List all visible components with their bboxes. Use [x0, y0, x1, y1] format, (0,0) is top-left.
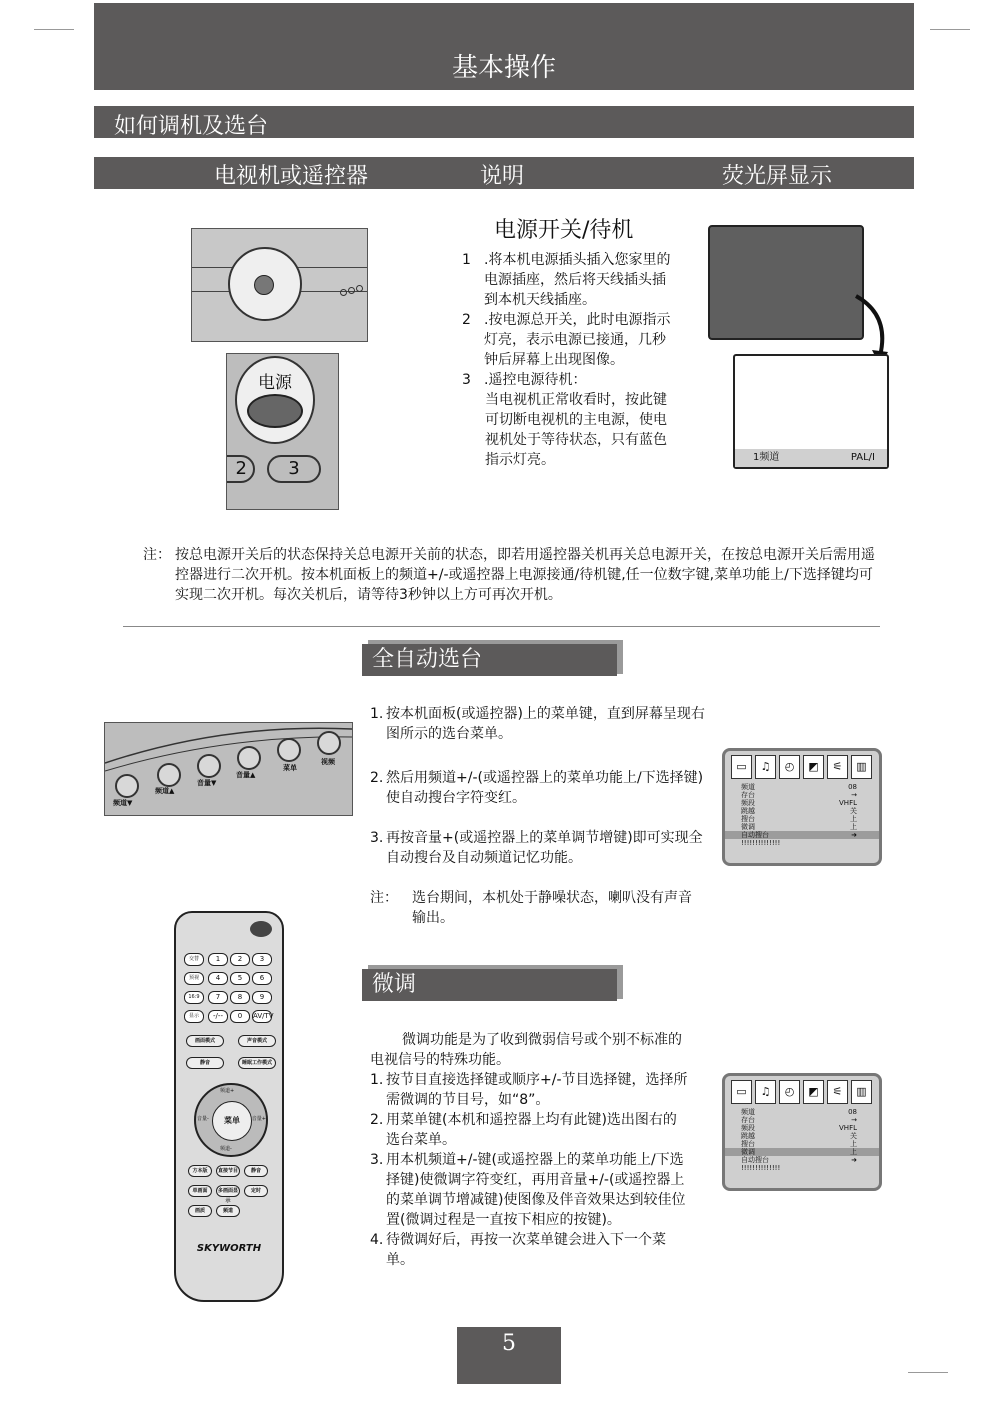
panel-button-volume-up	[237, 746, 261, 770]
remote-lower-key: 静音	[244, 1165, 268, 1177]
fine-step: 3. 用本机频道+/-键(或遥控器上的菜单功能上/下选择键)使微调字符变红，再用音量+/-(或遥控器上的菜单调节增减键)使图像及伴音效果达到较佳位置(微调过程是一直按下相应的按键)。	[370, 1152, 686, 1228]
menu-row	[725, 1132, 879, 1140]
panel-button-label: 频道▼	[113, 799, 133, 807]
tv-panel-illustration	[191, 228, 368, 342]
menu-row-value: →	[851, 791, 857, 799]
note-text: 按总电源开关后的状态保持关总电源开关前的状态，即若用遥控器关机再关总电源开关，在按总电源开关后需用遥控器进行二次开机。按本机面板上的频道+/-或遥控器上电源接通/待机键,任一位数字键,菜单功能上/下选择键均可实现二次开机。每次关机后，请等待3秒钟以上方可再次开机。	[175, 547, 875, 603]
remote-digit-key: 0	[230, 1010, 250, 1023]
menu-row-value: VHFL	[839, 799, 857, 807]
fine-steps	[370, 1030, 688, 1270]
menu-row-label: 频道	[741, 783, 755, 791]
menu-row	[725, 1156, 879, 1164]
menu-row-value: VHFL	[839, 1124, 857, 1132]
menu-row	[725, 807, 879, 815]
crop-mark	[930, 29, 970, 30]
divider	[123, 626, 880, 627]
menu-row-label: 搜台	[741, 1140, 755, 1148]
column-screen: 荧光屏显示	[722, 164, 833, 189]
menu-row-label: 存台	[741, 1116, 755, 1124]
picture-icon: ◩	[803, 1080, 824, 1104]
remote-dpad	[194, 1083, 268, 1157]
menu-row-value: 08	[848, 1108, 857, 1116]
panel-button-label: 音量▲	[236, 771, 256, 779]
remote-control	[174, 911, 284, 1302]
page-header	[94, 3, 914, 90]
power-note	[143, 545, 883, 605]
fine-intro: 微调功能是为了收到微弱信号或个别不标准的电视信号的特殊功能。	[370, 1032, 682, 1068]
remote-digit-key: 2	[230, 953, 250, 966]
remote-lower-key: 方本版	[188, 1165, 212, 1177]
menu-row	[725, 1108, 879, 1116]
menu-row	[725, 791, 879, 799]
menu-row-label: 频段	[741, 799, 755, 807]
fine-title: 微调	[362, 969, 617, 1001]
remote-function-key: 声音模式	[238, 1035, 276, 1047]
crop-mark	[908, 1372, 948, 1373]
menu-row-value: 上	[850, 1148, 857, 1156]
remote-digit-key: 3	[252, 953, 272, 966]
menu-row-label: 跳越	[741, 1132, 755, 1140]
menu-row-value: 上	[850, 823, 857, 831]
auto-title: 全自动选台	[362, 644, 617, 676]
menu-progress: !!!!!!!!!!!!!!	[741, 1164, 781, 1172]
remote-digit-key: 6	[252, 972, 272, 985]
auto-steps	[370, 704, 705, 928]
remote-side-key: 预视	[184, 972, 204, 985]
panel-button-menu	[277, 738, 301, 762]
menu-row-value: ➜	[851, 831, 857, 839]
note-label: 注：	[143, 547, 171, 563]
menu-row-label: 频段	[741, 1124, 755, 1132]
auto-step: 2. 然后用频道+/-(或遥控器上的菜单功能上/下选择键)使自动搜台字符变红。	[370, 770, 704, 806]
menu-row-label: 自动搜台	[741, 1156, 769, 1164]
menu-row-label: 微调	[741, 1148, 755, 1156]
remote-function-key: 静音	[186, 1057, 224, 1069]
remote-digit-key: 8	[230, 991, 250, 1004]
panel-button-label: 视频	[321, 758, 335, 766]
remote-brand: SKYWORTH	[196, 1243, 262, 1254]
tv-icon: ▭	[731, 1080, 752, 1104]
remote-lower-key: 直接节目	[216, 1165, 240, 1177]
menu-row	[725, 799, 879, 807]
music-icon: ♫	[755, 755, 776, 779]
menu-progress: !!!!!!!!!!!!!!	[741, 839, 781, 847]
power-steps	[462, 250, 674, 470]
panel-button-channel-up	[157, 763, 181, 787]
remote-menu-key: 菜单	[212, 1101, 252, 1141]
digit-key: 3	[267, 455, 321, 483]
remote-side-key: 显示	[184, 1010, 204, 1023]
remote-lower-key: 定时	[244, 1185, 268, 1197]
remote-digit-key: -/--	[208, 1010, 228, 1023]
menu-row-value: →	[851, 1116, 857, 1124]
page-number: 5	[457, 1327, 561, 1384]
menu-row-label: 自动搜台	[741, 831, 769, 839]
dpad-left-label: 音量-	[197, 1116, 209, 1122]
column-device: 电视机或遥控器	[214, 164, 369, 189]
menu-row	[725, 1116, 879, 1124]
remote-digit-key: 4	[208, 972, 228, 985]
dpad-right-label: 音量+	[251, 1116, 266, 1122]
auto-menu-rows	[725, 783, 879, 839]
tv-icon: ▭	[731, 755, 752, 779]
panel-button-channel-down	[115, 774, 139, 798]
remote-digit-key: AV/TV	[252, 1010, 272, 1023]
power-switch	[254, 275, 274, 295]
remote-digit-key: 5	[230, 972, 250, 985]
remote-power-illustration	[226, 353, 339, 510]
menu-row-value: 08	[848, 783, 857, 791]
menu-row	[725, 1124, 879, 1132]
clock-icon: ◴	[779, 755, 800, 779]
remote-lower-key: 多画面显示	[216, 1185, 240, 1197]
power-step: 1 .将本机电源插头插入您家里的电源插座，然后将天线插头插到本机天线插座。	[462, 252, 671, 308]
power-step: 2 .按电源总开关，此时电源指示灯亮，表示电源已接通，几秒钟后屏幕上出现图像。	[462, 312, 671, 368]
screen-on	[733, 354, 889, 469]
screen-system: PAL/I	[850, 452, 875, 463]
fine-menu-rows	[725, 1108, 879, 1164]
menu-row-value: 关	[850, 807, 857, 815]
menu-row-label: 搜台	[741, 815, 755, 823]
panel-button-video	[317, 731, 341, 755]
signal-icon: ▥	[851, 755, 872, 779]
menu-row	[725, 1148, 879, 1156]
menu-row-label: 存台	[741, 791, 755, 799]
antenna-icon: ⚟	[827, 755, 848, 779]
remote-digit-key: 7	[208, 991, 228, 1004]
panel-button-label: 音量▼	[197, 779, 217, 787]
panel-button-label: 菜单	[283, 764, 297, 772]
menu-row-value: ➜	[851, 1156, 857, 1164]
auto-menu-screen	[722, 748, 882, 866]
menu-icons	[725, 1076, 879, 1108]
power-switch-highlight	[228, 247, 302, 321]
signal-icon: ▥	[851, 1080, 872, 1104]
menu-row-value: 上	[850, 1140, 857, 1148]
menu-row	[725, 783, 879, 791]
menu-row	[725, 831, 879, 839]
menu-row-value: 上	[850, 815, 857, 823]
column-header	[94, 157, 914, 189]
column-description: 说明	[480, 164, 525, 189]
panel-button-volume-down	[197, 754, 221, 778]
auto-step: 1. 按本机面板(或遥控器)上的菜单键，直到屏幕呈现右图所示的选台菜单。	[370, 706, 705, 742]
remote-side-key: 交替	[184, 953, 204, 966]
tv-button-panel	[104, 722, 353, 816]
menu-row	[725, 823, 879, 831]
remote-lower-key: 单画面	[188, 1185, 212, 1197]
picture-icon: ◩	[803, 755, 824, 779]
power-step: 3 .遥控电源待机：	[462, 372, 587, 388]
screen-off	[708, 225, 864, 340]
power-title: 电源开关/待机	[494, 218, 634, 243]
panel-button-label: 频道▲	[155, 787, 175, 795]
power-key-label: 电源	[258, 373, 292, 393]
fine-menu-screen	[722, 1073, 882, 1191]
section-header	[94, 106, 914, 138]
screen-channel: 1频道	[753, 452, 780, 463]
fine-step: 2. 用菜单键(本机和遥控器上均有此键)选出图右的选台菜单。	[370, 1112, 677, 1148]
clock-icon: ◴	[779, 1080, 800, 1104]
remote-function-key: 睡眠工作模式	[238, 1057, 276, 1069]
fine-step: 1. 按节目直接选择键或顺序+/-节目选择键，选择所需微调的节目号，如“8”。	[370, 1072, 688, 1108]
music-icon: ♫	[755, 1080, 776, 1104]
menu-row-label: 频道	[741, 1108, 755, 1116]
menu-row-label: 跳越	[741, 807, 755, 815]
power-key	[247, 394, 303, 428]
menu-row	[725, 1140, 879, 1148]
section-title: 如何调机及选台	[114, 114, 269, 139]
power-step3-detail: 当电视机正常收看时，按此键可切断电视机的主电源，使电视机处于等待状态，只有蓝色指示灯亮。	[485, 392, 667, 468]
menu-row-label: 微调	[741, 823, 755, 831]
menu-icons	[725, 751, 879, 783]
menu-row	[725, 815, 879, 823]
dpad-up-label: 频道+	[220, 1088, 235, 1094]
remote-function-key: 画面模式	[186, 1035, 224, 1047]
fine-step: 4. 待微调好后，再按一次菜单键会进入下一个菜单。	[370, 1232, 666, 1268]
menu-row-value: 关	[850, 1132, 857, 1140]
crop-mark	[34, 29, 74, 30]
remote-lower-key: 画质	[188, 1205, 212, 1217]
auto-note: 注： 选台期间，本机处于静噪状态，喇叭没有声音输出。	[370, 890, 692, 926]
remote-digit-key: 9	[252, 991, 272, 1004]
remote-side-key: 16:9	[184, 991, 204, 1004]
remote-lower-key: 频道	[216, 1205, 240, 1217]
digit-key: 2	[226, 455, 255, 483]
remote-digit-key: 1	[208, 953, 228, 966]
page-title: 基本操作	[451, 53, 556, 83]
remote-power-key	[250, 921, 272, 937]
auto-step: 3. 再按音量+(或遥控器上的菜单调节增键)即可实现全自动搜台及自动频道记忆功能。	[370, 830, 703, 866]
dpad-down-label: 频道-	[220, 1146, 232, 1152]
antenna-icon: ⚟	[827, 1080, 848, 1104]
